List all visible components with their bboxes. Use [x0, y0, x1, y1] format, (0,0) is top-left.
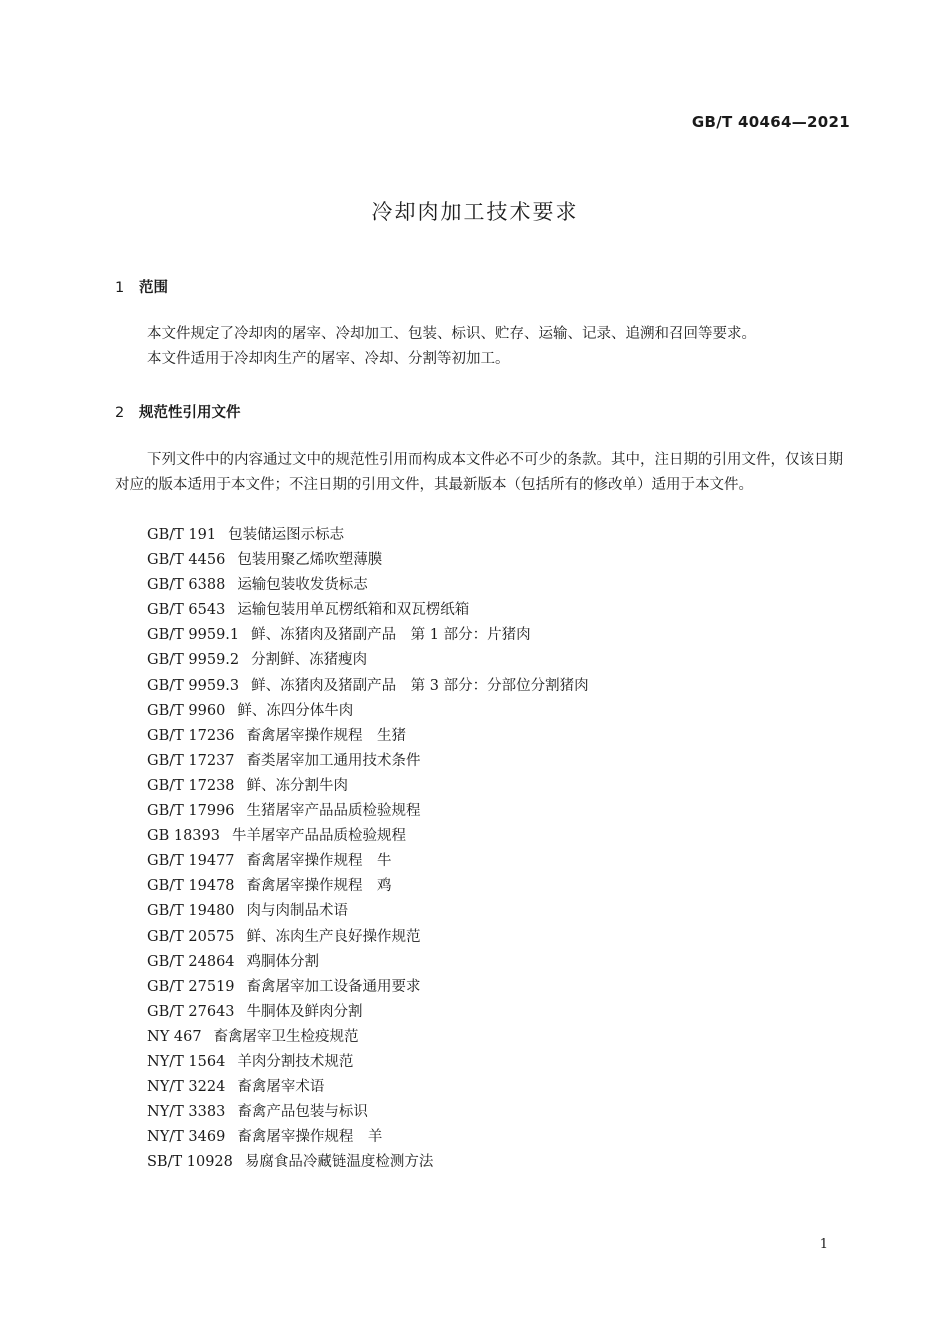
- reference-title: 生猪屠宰产品品质检验规程: [246, 803, 421, 820]
- reference-code: GB/T 20575: [147, 928, 235, 945]
- reference-code: GB/T 4456: [147, 552, 226, 569]
- reference-code: GB/T 19477: [147, 853, 235, 870]
- reference-title: 运输包装收发货标志: [237, 577, 368, 594]
- reference-item: [147, 950, 589, 975]
- reference-item: [147, 1000, 589, 1025]
- reference-title: 畜禽屠宰操作规程 鸡: [246, 878, 392, 895]
- reference-item: [147, 899, 589, 924]
- reference-title: 畜禽产品包装与标识: [237, 1104, 368, 1121]
- reference-title: 易腐食品冷藏链温度检测方法: [244, 1154, 434, 1171]
- section-number: 2: [115, 405, 125, 421]
- reference-title: 牛羊屠宰产品品质检验规程: [231, 828, 406, 845]
- reference-code: GB/T 191: [147, 527, 217, 543]
- reference-code: GB/T 27643: [147, 1003, 235, 1020]
- reference-code: NY/T 3383: [147, 1104, 226, 1121]
- reference-code: GB/T 9959.1: [147, 627, 240, 644]
- document-title: 冷却肉加工技术要求: [371, 200, 579, 224]
- reference-title: 包装用聚乙烯吹塑薄膜: [237, 552, 383, 569]
- reference-item: [147, 799, 589, 824]
- reference-item: [147, 523, 589, 548]
- reference-title: 鲜、冻肉生产良好操作规范: [246, 928, 421, 945]
- reference-code: GB/T 17236: [147, 727, 235, 744]
- reference-item: [147, 1150, 589, 1175]
- reference-code: NY/T 3224: [147, 1079, 226, 1096]
- reference-item: [147, 724, 589, 749]
- reference-code: NY/T 3469: [147, 1129, 226, 1146]
- reference-code: GB/T 6543: [147, 602, 226, 619]
- reference-item: [147, 774, 589, 799]
- reference-title: 畜禽屠宰操作规程 牛: [246, 853, 392, 870]
- reference-code: GB/T 6388: [147, 577, 226, 594]
- reference-title: 运输包装用单瓦楞纸箱和双瓦楞纸箱: [237, 602, 470, 619]
- reference-item: [147, 623, 589, 648]
- reference-code: GB/T 19480: [147, 903, 235, 920]
- reference-item: [147, 1050, 589, 1075]
- reference-title: 畜类屠宰加工通用技术条件: [246, 752, 421, 769]
- page-number: 1: [819, 1237, 828, 1252]
- reference-title: 鸡胴体分割: [246, 953, 320, 970]
- reference-item: [147, 1100, 589, 1125]
- reference-list: [147, 523, 589, 1175]
- section-number: 1: [115, 280, 125, 296]
- reference-title: 鲜、冻分割牛肉: [246, 777, 349, 794]
- reference-code: GB/T 17996: [147, 803, 235, 820]
- reference-code: GB/T 9959.3: [147, 677, 240, 694]
- reference-title: 鲜、冻猪肉及猪副产品 第 3 部分：分部位分割猪肉: [251, 677, 589, 694]
- scope-paragraph-1: 本文件规定了冷却肉的屠宰、冷却加工、包装、标识、贮存、运输、记录、追溯和召回等要求。: [147, 326, 756, 342]
- reference-title: 牛胴体及鲜肉分割: [246, 1003, 363, 1020]
- reference-item: [147, 548, 589, 573]
- reference-title: 鲜、冻四分体牛肉: [237, 702, 354, 719]
- reference-title: 羊肉分割技术规范: [237, 1053, 354, 1070]
- reference-item: [147, 648, 589, 673]
- reference-item: [147, 1125, 589, 1150]
- standard-code: GB/T 40464—2021: [691, 113, 850, 131]
- reference-code: GB 18393: [147, 828, 220, 845]
- section-title: 规范性引用文件: [139, 405, 241, 421]
- reference-item: [147, 749, 589, 774]
- section-2-heading: [115, 401, 241, 422]
- section-1-heading: [115, 276, 168, 297]
- reference-item: [147, 824, 589, 849]
- reference-title: 畜禽屠宰操作规程 羊: [237, 1129, 383, 1146]
- reference-code: GB/T 24864: [147, 953, 235, 970]
- reference-item: [147, 925, 589, 950]
- scope-paragraph-2: 本文件适用于冷却肉生产的屠宰、冷却、分割等初加工。: [147, 351, 510, 367]
- reference-item: [147, 975, 589, 1000]
- references-intro: 下列文件中的内容通过文中的规范性引用而构成本文件必不可少的条款。其中，注日期的引用文件，仅该日期对应的版本适用于本文件；不注日期的引用文件，其最新版本（包括所有的修改单）适用于本文件。: [115, 452, 843, 493]
- reference-code: GB/T 17237: [147, 752, 235, 769]
- reference-item: [147, 1075, 589, 1100]
- reference-item: [147, 674, 589, 699]
- reference-code: GB/T 17238: [147, 777, 235, 794]
- reference-title: 分割鲜、冻猪瘦肉: [251, 652, 368, 669]
- reference-title: 肉与肉制品术语: [246, 903, 349, 920]
- reference-code: GB/T 19478: [147, 878, 235, 895]
- reference-title: 鲜、冻猪肉及猪副产品 第 1 部分：片猪肉: [251, 627, 531, 644]
- reference-item: [147, 849, 589, 874]
- reference-title: 畜禽屠宰术语: [237, 1079, 325, 1096]
- reference-item: [147, 1025, 589, 1050]
- reference-item: [147, 573, 589, 598]
- reference-code: GB/T 27519: [147, 978, 235, 995]
- reference-title: 畜禽屠宰加工设备通用要求: [246, 978, 421, 995]
- reference-title: 畜禽屠宰操作规程 生猪: [246, 727, 407, 744]
- reference-code: GB/T 9960: [147, 702, 226, 719]
- reference-item: [147, 699, 589, 724]
- reference-item: [147, 874, 589, 899]
- reference-title: 包装储运图示标志: [228, 527, 345, 543]
- reference-code: SB/T 10928: [147, 1154, 233, 1171]
- reference-code: NY 467: [147, 1028, 202, 1045]
- reference-item: [147, 598, 589, 623]
- reference-code: GB/T 9959.2: [147, 652, 240, 669]
- reference-code: NY/T 1564: [147, 1053, 226, 1070]
- section-title: 范围: [139, 280, 168, 296]
- reference-title: 畜禽屠宰卫生检疫规范: [213, 1028, 359, 1045]
